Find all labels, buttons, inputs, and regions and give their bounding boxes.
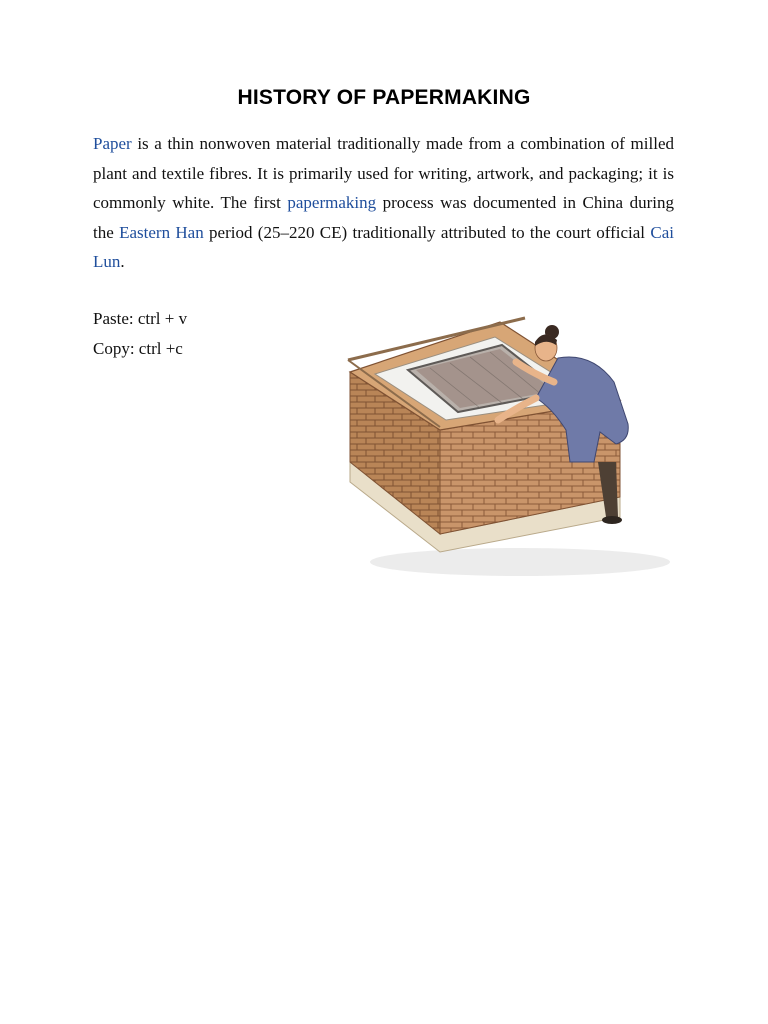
page-title: HISTORY OF PAPERMAKING bbox=[237, 86, 531, 109]
link-cai-lun[interactable]: Cai Lun bbox=[93, 222, 674, 272]
paragraph-text-4: . bbox=[120, 252, 125, 272]
papermaking-vat-illustration-icon bbox=[330, 312, 670, 582]
link-paper[interactable]: Paper bbox=[93, 134, 132, 153]
intro-paragraph bbox=[93, 129, 674, 277]
paragraph-text-3: period (25–220 CE) traditionally attributed to the court official bbox=[203, 222, 651, 242]
paragraph-text-2: process was documented in China during the bbox=[93, 193, 674, 242]
link-eastern-han[interactable]: Eastern Han bbox=[119, 222, 204, 242]
link-papermaking[interactable]: papermaking bbox=[287, 193, 377, 213]
paragraph-text-1: is a thin nonwoven material traditionally made from a combination of milled plant and textile fibres. It is primarily used for writing, artwork, and packaging; it is commonly white. The first bbox=[93, 134, 674, 213]
copy-shortcut: Copy: ctrl +c bbox=[93, 339, 183, 358]
paste-shortcut: Paste: ctrl + v bbox=[93, 309, 188, 328]
